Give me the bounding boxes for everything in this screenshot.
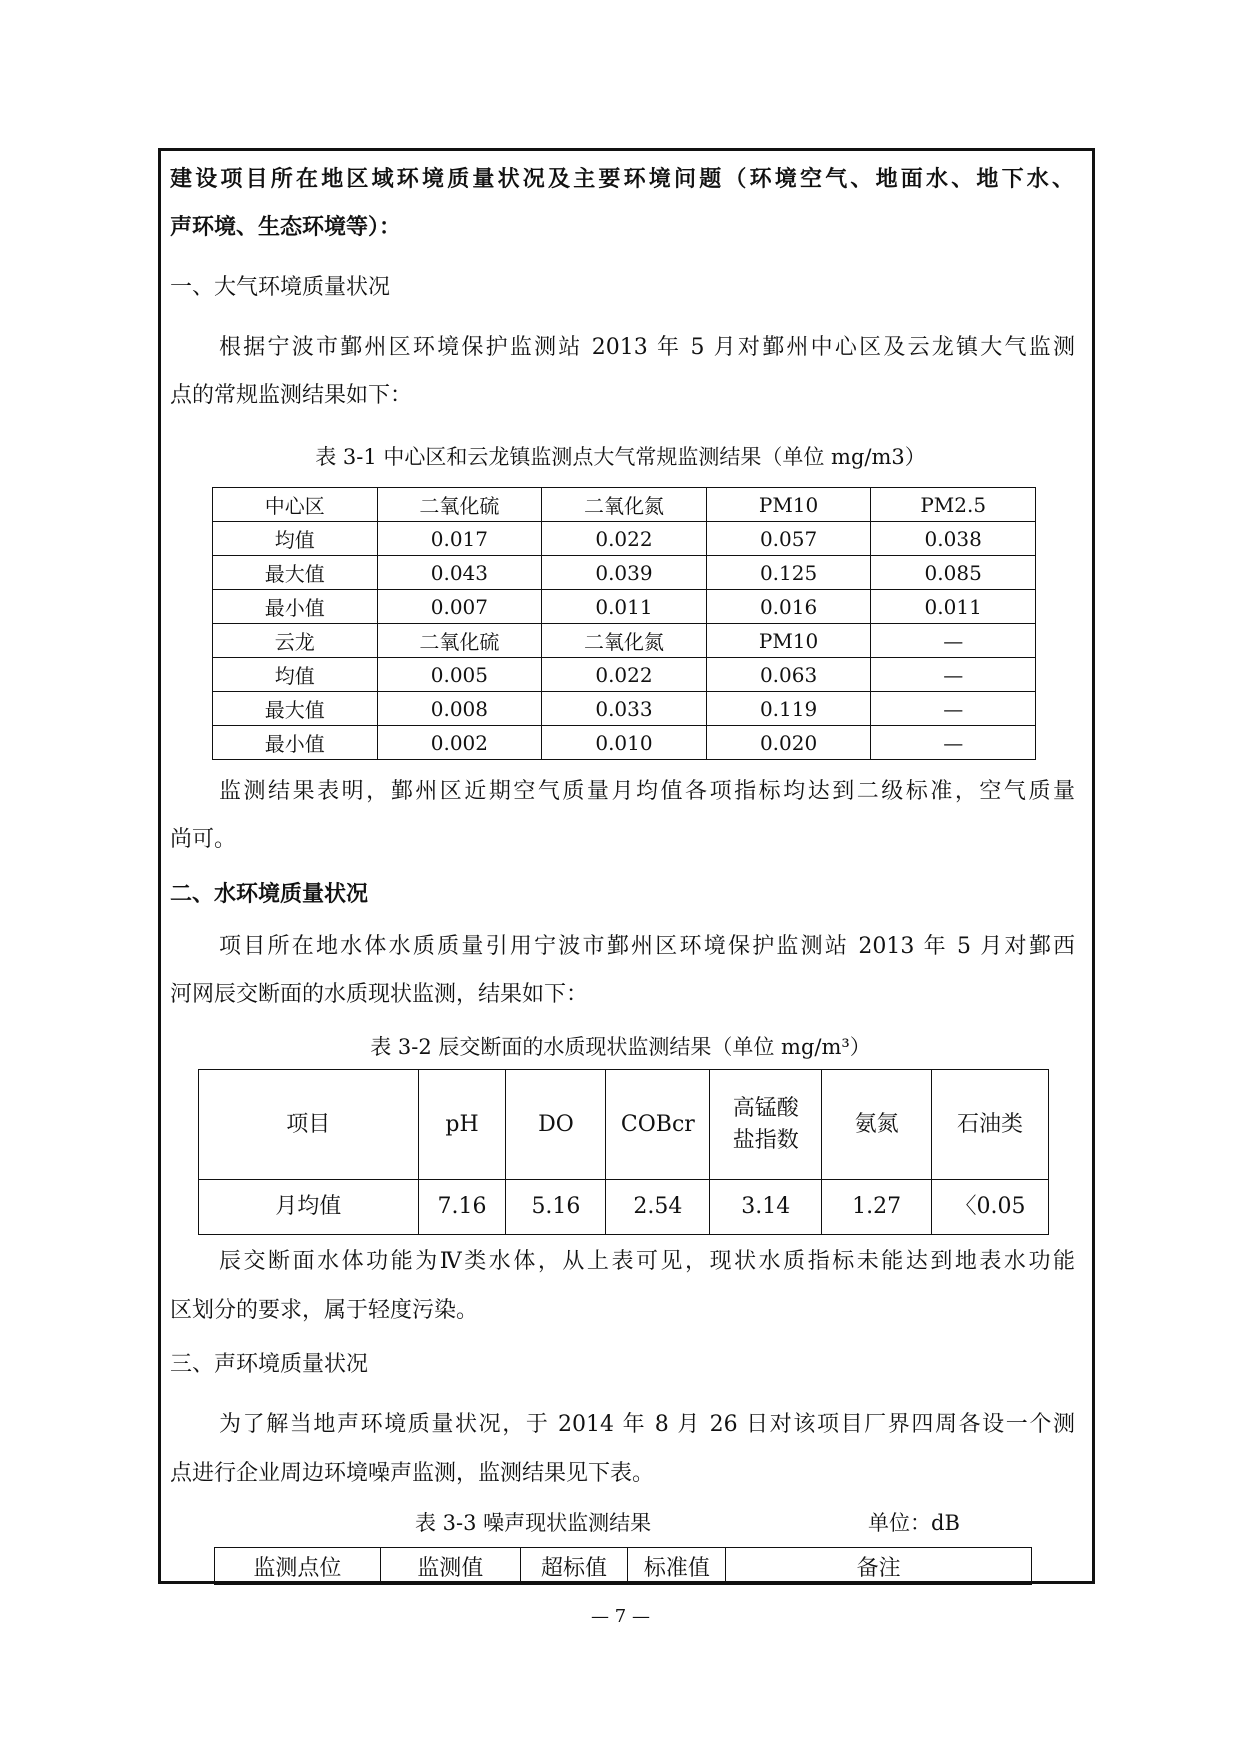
table-cell: — [871, 658, 1036, 692]
table-cell: 月均值 [199, 1180, 419, 1235]
table-row [213, 556, 1036, 590]
table-row [213, 590, 1036, 624]
water-conclusion-line1: 辰交断面水体功能为Ⅳ类水体，从上表可见，现状水质指标未能达到地表水功能 [219, 1249, 1075, 1274]
table-cell: 中心区 [213, 488, 378, 522]
table-header-cell: 监测点位 [215, 1548, 381, 1585]
air-intro-line1: 根据宁波市鄞州区环境保护监测站 2013 年 5 月对鄞州中心区及云龙镇大气监测 [219, 335, 1075, 360]
table-cell: 0.010 [542, 726, 707, 760]
air-conclusion-line1: 监测结果表明，鄞州区近期空气质量月均值各项指标均达到二级标准，空气质量 [219, 779, 1075, 804]
air-heading: 一、大气环境质量状况 [170, 275, 391, 300]
table-row [213, 692, 1036, 726]
table-cell: 二氧化氮 [542, 488, 707, 522]
table-cell: 云龙 [213, 624, 378, 658]
table-cell: 0.022 [542, 658, 707, 692]
table-header-cell: pH [418, 1070, 506, 1180]
air-conclusion-line2: 尚可。 [170, 827, 237, 852]
table-cell: PM10 [706, 624, 871, 658]
table-cell: 最小值 [213, 590, 378, 624]
water-heading: 二、水环境质量状况 [170, 881, 369, 907]
table-cell: 最大值 [213, 556, 378, 590]
table-cell: 5.16 [506, 1180, 606, 1235]
table-header-cell: 高锰酸 盐指数 [710, 1070, 822, 1180]
table-cell: — [871, 692, 1036, 726]
table-cell: 最大值 [213, 692, 378, 726]
table-cell: 0.057 [706, 522, 871, 556]
table-cell: 7.16 [418, 1180, 506, 1235]
table-cell: 0.085 [871, 556, 1036, 590]
table-header-cell: 氨氮 [822, 1070, 932, 1180]
table-header-cell: 备注 [726, 1548, 1032, 1585]
table-cell: 0.119 [706, 692, 871, 726]
noise-table [214, 1547, 1032, 1585]
table-row [213, 624, 1036, 658]
table-header-cell: COBcr [606, 1070, 710, 1180]
table-cell: 0.043 [377, 556, 542, 590]
water-intro-line2: 河网辰交断面的水质现状监测，结果如下： [170, 982, 589, 1007]
water-conclusion-line2: 区划分的要求，属于轻度污染。 [170, 1298, 479, 1323]
table-row [213, 726, 1036, 760]
table-cell: 0.002 [377, 726, 542, 760]
page-number: — 7 — [591, 1606, 650, 1627]
noise-intro-line2: 点进行企业周边环境噪声监测，监测结果见下表。 [170, 1461, 655, 1486]
table-cell: 0.038 [871, 522, 1036, 556]
water-quality-table [198, 1069, 1049, 1235]
table-cell: 0.033 [542, 692, 707, 726]
table-cell: 0.011 [542, 590, 707, 624]
table-header-cell: 超标值 [520, 1548, 628, 1585]
table-cell: 二氧化氮 [542, 624, 707, 658]
table-cell: 0.063 [706, 658, 871, 692]
table-row [213, 522, 1036, 556]
table-cell: 0.125 [706, 556, 871, 590]
table-header-cell: 监测值 [380, 1548, 520, 1585]
air-quality-table [212, 487, 1036, 760]
table-cell: 均值 [213, 658, 378, 692]
table-cell: 0.017 [377, 522, 542, 556]
water-table-caption: 表 3-2 辰交断面的水质现状监测结果（单位 mg/m³） [370, 1035, 871, 1059]
noise-table-caption: 表 3-3 噪声现状监测结果 [415, 1511, 652, 1535]
table-cell: 0.008 [377, 692, 542, 726]
table-header-cell: 标准值 [628, 1548, 726, 1585]
table-cell: 均值 [213, 522, 378, 556]
table-cell: PM2.5 [871, 488, 1036, 522]
section-heading-line1: 建设项目所在地区域环境质量状况及主要环境问题（环境空气、地面水、地下水、 [170, 166, 1074, 192]
table-cell: 2.54 [606, 1180, 710, 1235]
table-cell: 二氧化硫 [377, 624, 542, 658]
table-cell: — [871, 726, 1036, 760]
noise-table-unit: 单位：dB [868, 1511, 960, 1535]
table-cell: 0.016 [706, 590, 871, 624]
table-cell: PM10 [706, 488, 871, 522]
table-cell: 0.005 [377, 658, 542, 692]
table-row [213, 488, 1036, 522]
table-cell: 〈0.05 [932, 1180, 1049, 1235]
air-intro-line2: 点的常规监测结果如下： [170, 383, 413, 408]
table-cell: — [871, 624, 1036, 658]
noise-heading: 三、声环境质量状况 [170, 1352, 369, 1377]
table-cell: 0.039 [542, 556, 707, 590]
table-header-cell: 项目 [199, 1070, 419, 1180]
table-header-cell: DO [506, 1070, 606, 1180]
table-cell: 二氧化硫 [377, 488, 542, 522]
table-cell: 0.020 [706, 726, 871, 760]
water-intro-line1: 项目所在地水体水质质量引用宁波市鄞州区环境保护监测站 2013 年 5 月对鄞西 [219, 934, 1075, 959]
table-cell: 1.27 [822, 1180, 932, 1235]
section-heading-line2: 声环境、生态环境等）： [170, 214, 402, 240]
table-cell: 最小值 [213, 726, 378, 760]
table-header-cell: 石油类 [932, 1070, 1049, 1180]
table-cell: 0.011 [871, 590, 1036, 624]
table-cell: 0.007 [377, 590, 542, 624]
noise-intro-line1: 为了解当地声环境质量状况，于 2014 年 8 月 26 日对该项目厂界四周各设一个测 [219, 1412, 1075, 1437]
table-cell: 3.14 [710, 1180, 822, 1235]
table-cell: 0.022 [542, 522, 707, 556]
table-row [213, 658, 1036, 692]
air-table-caption: 表 3-1 中心区和云龙镇监测点大气常规监测结果（单位 mg/m3） [315, 445, 926, 469]
